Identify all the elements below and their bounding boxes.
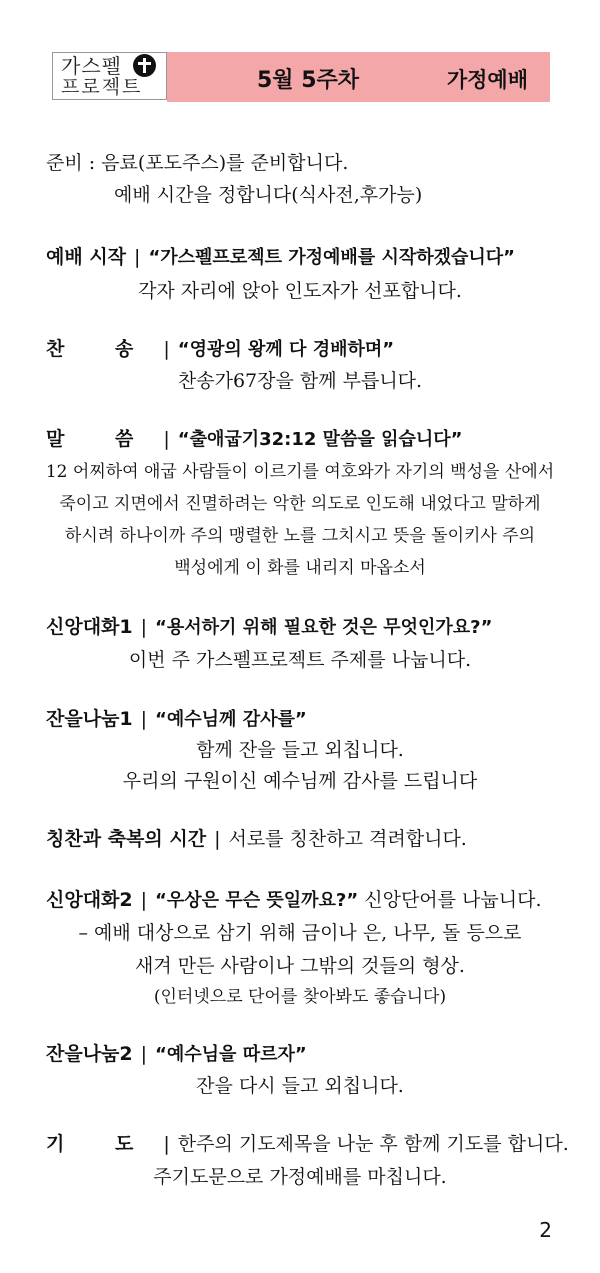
hymn-quote: “영광의 왕께 다 경배하며” <box>177 339 395 360</box>
cup2-quote: “예수님을 따르자” <box>155 1044 307 1065</box>
hymn-label: 찬 송 <box>46 338 156 360</box>
prayer-text: 한주의 기도제목을 나눈 후 함께 기도를 합니다. <box>177 1133 569 1155</box>
start-quote: “가스펠프로젝트 가정예배를 시작하겠습니다” <box>148 247 516 268</box>
prayer-label: 기 도 <box>46 1133 156 1155</box>
faith2-def2: 새겨 만든 사람이나 그밖의 것들의 형상. <box>135 955 465 977</box>
scripture-line2: 죽이고 지면에서 진멸하려는 악한 의도로 인도해 내었다고 말하게 <box>59 494 541 514</box>
prep-text1: 음료(포도주스)를 준비합니다. <box>101 152 349 174</box>
header <box>52 52 550 102</box>
logo-line2: 프로젝트 <box>61 76 143 98</box>
faith1-label: 신앙대화1 <box>46 616 133 638</box>
cup1-heading <box>46 706 307 733</box>
hymn-heading <box>46 336 394 363</box>
start-heading <box>46 244 515 271</box>
scripture-line4: 백성에게 이 화를 내리지 마옵소서 <box>174 558 426 578</box>
faith2-heading <box>46 887 542 914</box>
prep-label: 준비 : <box>46 152 96 174</box>
faith2-note: (인터넷으로 단어를 찾아봐도 좋습니다) <box>153 987 447 1007</box>
word-quote: “출애굽기32:12 말씀을 읽습니다” <box>177 429 463 450</box>
prep-line2: 예배 시간을 정합니다(식사전,후가능) <box>114 184 423 206</box>
scripture-line3: 하시려 하나이까 주의 맹렬한 노를 그치시고 뜻을 돌이키사 주의 <box>64 526 536 546</box>
faith2-def1: – 예배 대상으로 삼기 위해 금이나 은, 나무, 돌 등으로 <box>78 922 522 944</box>
faith1-sep: | <box>140 616 148 638</box>
faith2-quote: “우상은 무슨 뜻일까요?” <box>155 890 359 911</box>
logo-line1: 가스펠 <box>61 54 122 78</box>
logo <box>52 52 167 100</box>
start-sep: | <box>134 246 141 268</box>
praise-text: 서로를 칭찬하고 격려합니다. <box>228 828 467 850</box>
page-number: 2 <box>539 1218 552 1242</box>
service-label: 가정예배 <box>446 68 528 92</box>
cup2-desc: 잔을 다시 들고 외칩니다. <box>196 1075 404 1097</box>
start-label: 예배 시작 <box>46 246 127 268</box>
prayer-desc: 주기도문으로 가정예배를 마칩니다. <box>153 1166 447 1188</box>
prayer-sep: | <box>163 1133 170 1155</box>
cup2-label: 잔을나눔2 <box>46 1043 133 1065</box>
praise-heading <box>46 826 467 852</box>
title-bar <box>167 52 550 102</box>
cup1-sep: | <box>140 708 148 730</box>
scripture-line1: 12 어찌하여 애굽 사람들이 이르기를 여호와가 자기의 백성을 산에서 <box>45 462 555 482</box>
hymn-sep: | <box>163 338 170 360</box>
word-heading <box>46 426 463 453</box>
cup1-desc2: 우리의 구원이신 예수님께 감사를 드립니다 <box>122 770 478 792</box>
cup1-quote: “예수님께 감사를” <box>155 709 307 730</box>
cup2-sep: | <box>140 1043 148 1065</box>
prayer-heading <box>46 1131 569 1157</box>
start-desc: 각자 자리에 앉아 인도자가 선포합니다. <box>138 280 462 302</box>
faith2-tail: 신앙단어를 나눕니다. <box>364 889 542 911</box>
faith1-heading <box>46 614 492 641</box>
cup1-label: 잔을나눔1 <box>46 708 133 730</box>
faith1-desc: 이번 주 가스펠프로젝트 주제를 나눕니다. <box>128 649 472 671</box>
praise-sep: | <box>214 828 221 850</box>
word-label: 말 씀 <box>46 428 156 450</box>
cup1-desc1: 함께 잔을 들고 외칩니다. <box>196 739 404 761</box>
faith2-label: 신앙대화2 <box>46 889 133 911</box>
cup2-heading <box>46 1041 307 1068</box>
hymn-desc: 찬송가67장을 함께 부릅니다. <box>177 370 423 392</box>
word-sep: | <box>163 428 170 450</box>
faith1-quote: “용서하기 위해 필요한 것은 무엇인가요?” <box>155 617 493 638</box>
prep-line1 <box>46 150 348 176</box>
praise-label: 칭찬과 축복의 시간 <box>46 828 207 850</box>
faith2-sep: | <box>140 889 148 911</box>
week-label: 5월 5주차 <box>257 68 360 93</box>
cross-icon <box>133 54 156 77</box>
